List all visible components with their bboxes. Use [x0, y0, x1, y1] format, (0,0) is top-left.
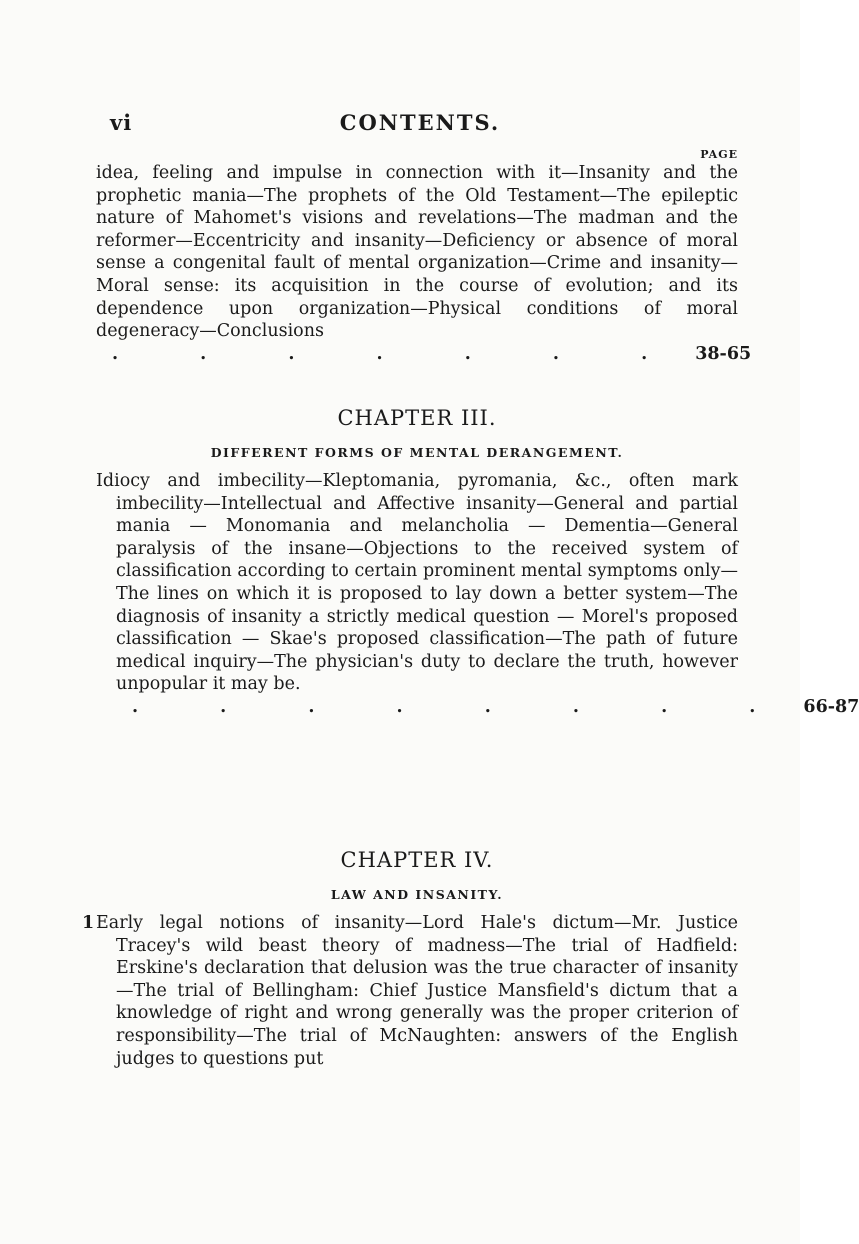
page-range: 66-87	[803, 696, 859, 717]
chapter2-entry-tail	[96, 343, 752, 366]
chapter3-entry-tail	[96, 696, 859, 719]
chapter3-entry	[96, 470, 859, 719]
running-head	[100, 110, 740, 138]
page-range: 38-65	[695, 343, 752, 364]
chapter3-subtitle: DIFFERENT FORMS OF MENTAL DERANGEMENT.	[210, 445, 624, 460]
leader-dots: . . . . . . .	[112, 343, 686, 364]
margin-marker: 1	[82, 913, 95, 933]
chapter4-entry-text: Early legal notions of insanity—Lord Hale's dictum—Mr. Justice Tracey's wild beast theory of madness—The trial of Hadfield: Erskine's declaration that delusion was the true character of insanity—The trial of Bellingham: Chief Justice Mansfield's dictum that a knowledge of right and wrong generally was the proper criterion of responsibility—The trial of McNaughten: answers of the English judges to questions put	[96, 913, 738, 1069]
page-column-label: PAGE	[700, 148, 738, 161]
running-head-title: CONTENTS.	[339, 110, 501, 135]
chapter3-heading: CHAPTER III.	[337, 406, 497, 430]
chapter2-entry-text: idea, feeling and impulse in connection with it—Insanity and the prophetic mania—The prophets of the Old Testament—The epileptic nature of Mahomet's visions and revelations—The madman and the reformer—Eccentricity and insanity—Deficiency or absence of moral sense a congenital fault of mental organization—Crime and insanity—Moral sense: its acquisition in the course of evolution; and its dependence upon organization—Physical conditions of moral degeneracy—Conclusions	[96, 163, 738, 342]
chapter2-continuation-entry	[96, 162, 752, 365]
leader-dots: . . . . . . . .	[132, 696, 794, 717]
page-number: vi	[110, 110, 133, 135]
chapter3-entry-text: Idiocy and imbecility—Kleptomania, pyromania, &c., often mark imbecility—Intellectual and Affective insanity—General and partial mania — Monomania and melancholia — Dementia—General paralysis of the insane—Objections to the received system of classification according to certain prominent mental symptoms only—The lines on which it is proposed to lay down a better system—The diagnosis of insanity a strictly medical question — Morel's proposed classification — Skae's proposed classification—The path of future medical inquiry—The physician's duty to declare the truth, however unpopular it may be.	[96, 471, 738, 695]
chapter4-subtitle: LAW AND INSANITY.	[330, 887, 504, 902]
chapter4-heading: CHAPTER IV.	[340, 848, 494, 872]
chapter4-entry-wrapper	[82, 912, 738, 1070]
chapter4-entry	[82, 912, 738, 1070]
